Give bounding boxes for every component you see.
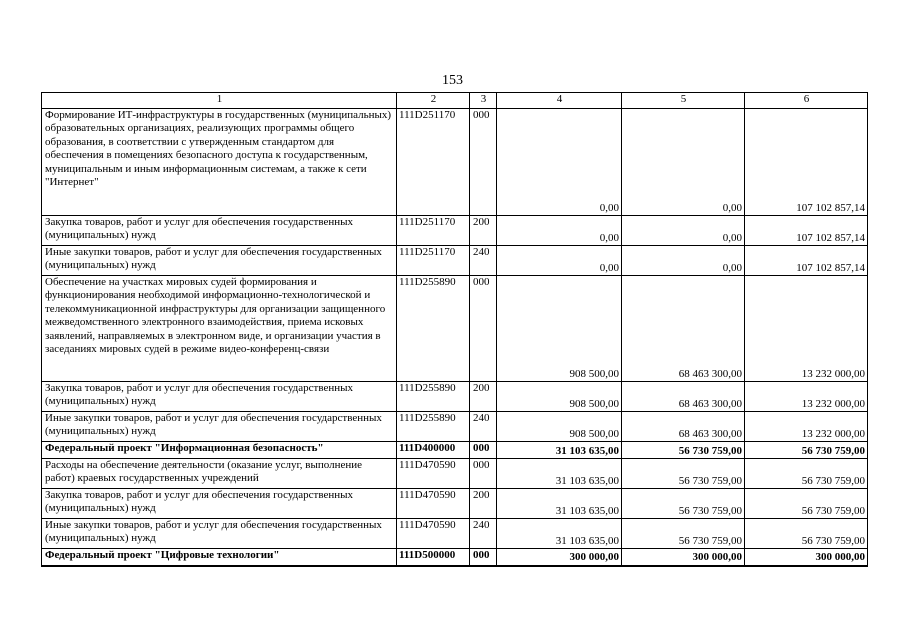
row-target-code: 111D255890 [397,382,470,412]
row-name: Расходы на обеспечение деятельности (оказание услуг, выполнение работ) краевых государственных учреждений [42,459,397,489]
row-value-col6: 107 102 857,14 [745,246,868,276]
row-value-col5: 0,00 [622,246,745,276]
table-row [42,276,868,382]
row-expense-type: 200 [470,382,497,412]
row-target-code: 111D251170 [397,216,470,246]
row-expense-type: 000 [470,442,497,459]
row-value-col4: 0,00 [497,216,622,246]
table-header-row [42,93,868,109]
row-expense-type: 240 [470,519,497,549]
row-value-col5: 300 000,00 [622,549,745,566]
table-row-project [42,442,868,459]
row-value-col4: 31 103 635,00 [497,519,622,549]
row-name: Формирование ИТ-инфраструктуры в государственных (муниципальных) образовательных организациях, реализующих программы общего образования, в соответствии с утвержденным стандартом для обеспечения в помещениях безопасного доступа к государственным, муниципальным и иным информационным системам, а также к сети "Интернет" [42,109,397,216]
row-value-col4: 908 500,00 [497,412,622,442]
table-row [42,459,868,489]
row-value-col5: 68 463 300,00 [622,276,745,382]
row-value-col4: 300 000,00 [497,549,622,566]
row-value-col4: 31 103 635,00 [497,459,622,489]
row-value-col6: 56 730 759,00 [745,459,868,489]
row-name: Иные закупки товаров, работ и услуг для обеспечения государственных (муниципальных) нужд [42,519,397,549]
row-target-code: 111D255890 [397,412,470,442]
row-target-code: 111D400000 [397,442,470,459]
column-header: 2 [397,93,470,109]
row-value-col4: 908 500,00 [497,276,622,382]
row-expense-type: 000 [470,109,497,216]
table-row [42,216,868,246]
row-name: Федеральный проект "Цифровые технологии" [42,549,397,566]
row-value-col5: 0,00 [622,216,745,246]
table-row [42,519,868,549]
table-row [42,382,868,412]
row-name: Федеральный проект "Информационная безопасность" [42,442,397,459]
row-value-col6: 107 102 857,14 [745,216,868,246]
column-header: 4 [497,93,622,109]
row-value-col4: 908 500,00 [497,382,622,412]
row-name: Закупка товаров, работ и услуг для обеспечения государственных (муниципальных) нужд [42,489,397,519]
row-value-col5: 56 730 759,00 [622,442,745,459]
row-expense-type: 200 [470,216,497,246]
row-expense-type: 000 [470,549,497,566]
row-name: Обеспечение на участках мировых судей формирования и функционирования необходимой информационно-технологической и телекоммуникационной инфраструктуры для организации защищенного межведомственного электронного взаимодействия, приема исковых заявлений, направляемых в электронном виде, и организации участия в заседаниях мировых судей в режиме видео-конференц-связи [42,276,397,382]
row-value-col4: 31 103 635,00 [497,489,622,519]
row-expense-type: 240 [470,412,497,442]
row-target-code: 111D470590 [397,519,470,549]
row-value-col5: 68 463 300,00 [622,412,745,442]
row-value-col6: 300 000,00 [745,549,868,566]
row-value-col4: 31 103 635,00 [497,442,622,459]
row-value-col5: 56 730 759,00 [622,459,745,489]
row-expense-type: 000 [470,459,497,489]
row-target-code: 111D470590 [397,489,470,519]
table-row [42,246,868,276]
row-value-col5: 56 730 759,00 [622,519,745,549]
row-name: Закупка товаров, работ и услуг для обеспечения государственных (муниципальных) нужд [42,216,397,246]
row-value-col5: 0,00 [622,109,745,216]
row-value-col6: 13 232 000,00 [745,276,868,382]
column-header: 1 [42,93,397,109]
page-number: 153 [442,73,463,88]
row-target-code: 111D251170 [397,109,470,216]
row-value-col5: 68 463 300,00 [622,382,745,412]
row-value-col6: 13 232 000,00 [745,412,868,442]
table-row-project [42,549,868,566]
column-header: 6 [745,93,868,109]
budget-table [41,92,868,567]
row-name: Иные закупки товаров, работ и услуг для обеспечения государственных (муниципальных) нужд [42,246,397,276]
row-value-col4: 0,00 [497,109,622,216]
row-value-col6: 56 730 759,00 [745,489,868,519]
row-target-code: 111D255890 [397,276,470,382]
column-header: 3 [470,93,497,109]
table-row [42,109,868,216]
row-name: Закупка товаров, работ и услуг для обеспечения государственных (муниципальных) нужд [42,382,397,412]
row-target-code: 111D470590 [397,459,470,489]
row-value-col6: 56 730 759,00 [745,519,868,549]
row-value-col4: 0,00 [497,246,622,276]
row-expense-type: 240 [470,246,497,276]
column-header: 5 [622,93,745,109]
table-row [42,412,868,442]
table-row [42,489,868,519]
row-expense-type: 000 [470,276,497,382]
row-target-code: 111D500000 [397,549,470,566]
row-value-col6: 13 232 000,00 [745,382,868,412]
row-value-col5: 56 730 759,00 [622,489,745,519]
row-target-code: 111D251170 [397,246,470,276]
row-expense-type: 200 [470,489,497,519]
row-name: Иные закупки товаров, работ и услуг для обеспечения государственных (муниципальных) нужд [42,412,397,442]
row-value-col6: 107 102 857,14 [745,109,868,216]
row-value-col6: 56 730 759,00 [745,442,868,459]
